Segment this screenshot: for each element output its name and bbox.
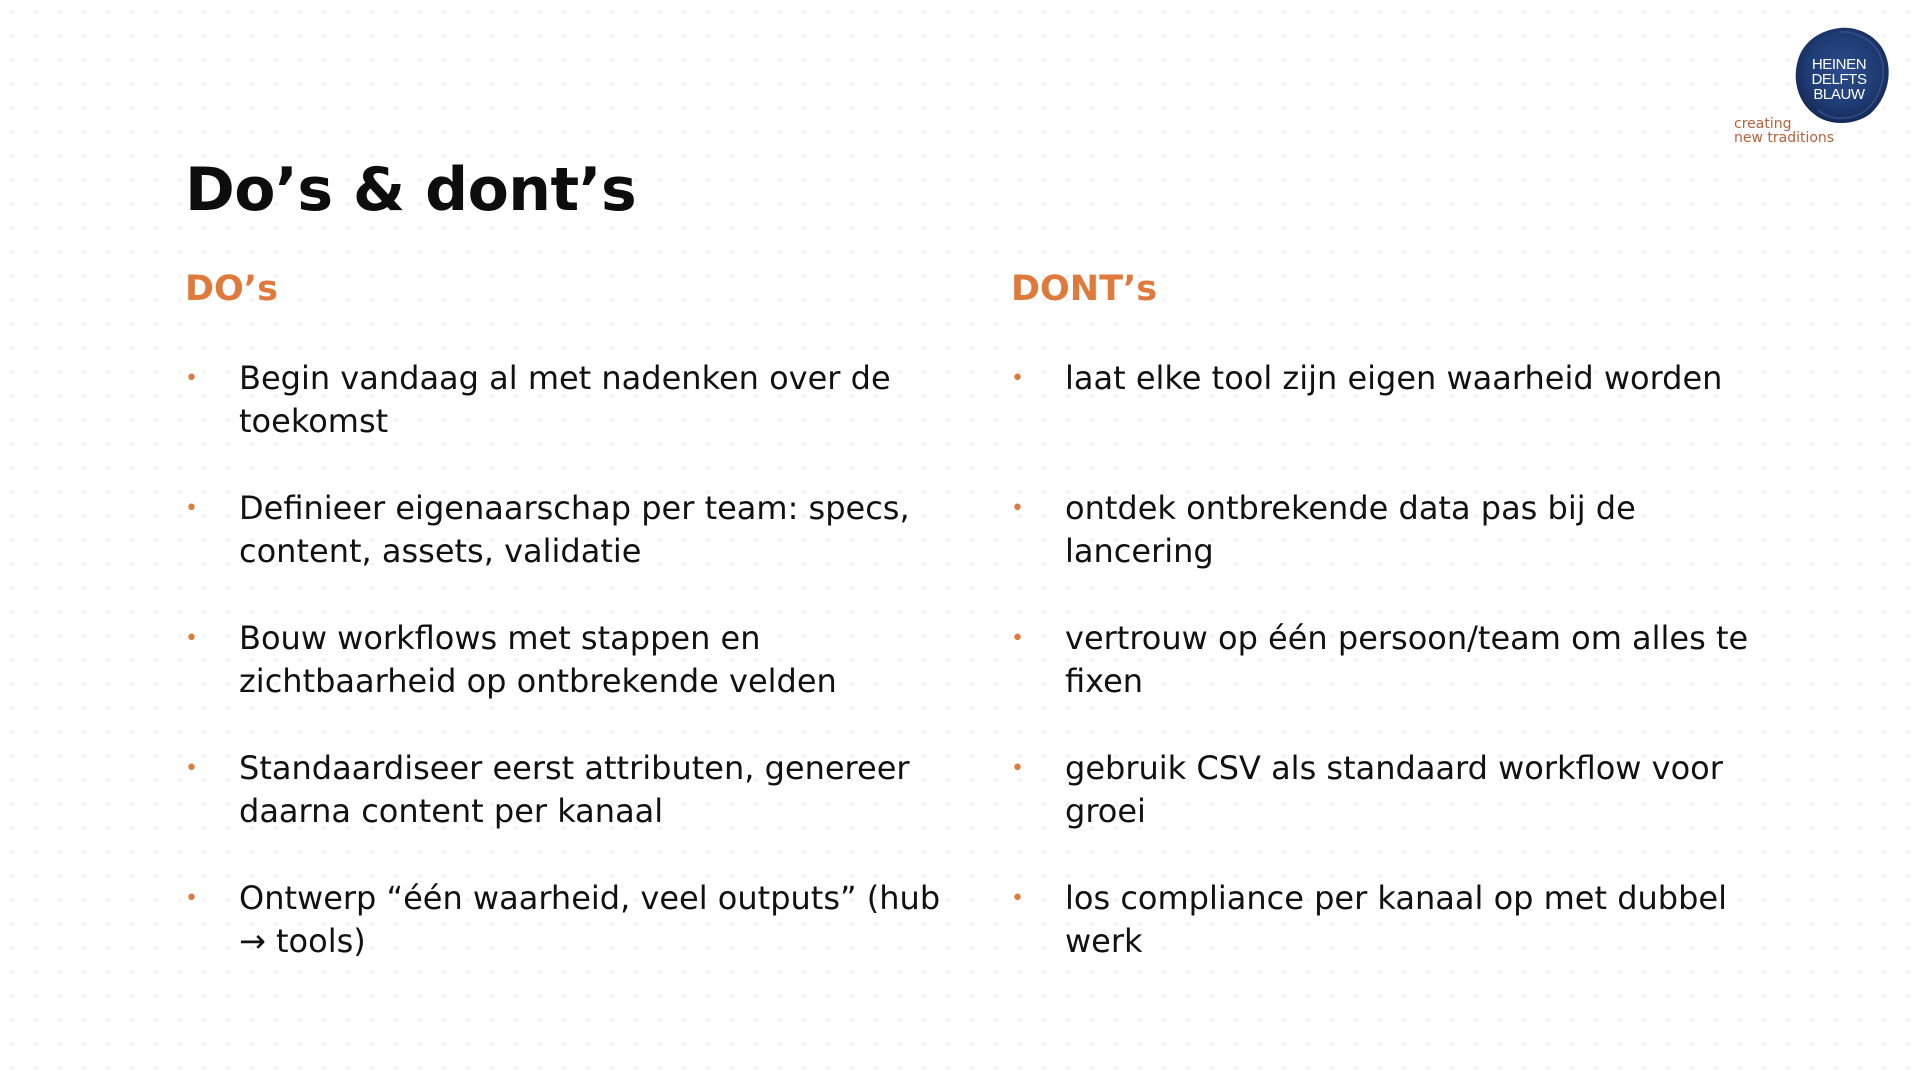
donts-item-text: laat elke tool zijn eigen waarheid worden xyxy=(1065,359,1723,397)
dos-item xyxy=(185,357,945,487)
dos-item-text: Definieer eigenaarschap per team: specs, content, assets, validatie xyxy=(239,489,910,570)
donts-item-text: ontdek ontbrekende data pas bij de lancering xyxy=(1065,489,1636,570)
donts-item-text: los compliance per kanaal op met dubbel werk xyxy=(1065,879,1727,960)
logo-name-line-3: BLAUW xyxy=(1813,86,1865,103)
slide-title: Do’s & dont’s xyxy=(185,155,637,225)
dos-item-text: Ontwerp “één waarheid, veel outputs” (hub → tools) xyxy=(239,879,941,960)
dos-item xyxy=(185,487,945,617)
donts-column xyxy=(1011,265,1771,960)
dos-list xyxy=(185,357,945,1007)
logo-name-line-2: DELFTS xyxy=(1811,71,1867,88)
logo-seal-icon xyxy=(1728,26,1898,126)
bullet-dot-icon: • xyxy=(1011,756,1024,781)
dos-item xyxy=(185,877,945,1007)
bullet-dot-icon: • xyxy=(1011,626,1024,651)
donts-item xyxy=(1011,617,1771,747)
bullet-dot-icon: • xyxy=(185,886,198,911)
donts-heading: DONT’s xyxy=(1011,269,1158,309)
dos-column xyxy=(185,265,945,960)
dos-item xyxy=(185,617,945,747)
donts-list xyxy=(1011,357,1771,1007)
donts-item xyxy=(1011,747,1771,877)
bullet-dot-icon: • xyxy=(185,496,198,521)
donts-item xyxy=(1011,487,1771,617)
bullet-dot-icon: • xyxy=(185,366,198,391)
logo-tagline xyxy=(1734,117,1834,145)
brand-logo xyxy=(1728,26,1898,156)
donts-item-text: gebruik CSV als standaard workflow voor groei xyxy=(1065,749,1723,830)
bullet-dot-icon: • xyxy=(1011,366,1024,391)
bullet-dot-icon: • xyxy=(1011,886,1024,911)
dos-item-text: Begin vandaag al met nadenken over de toekomst xyxy=(239,359,891,440)
donts-item xyxy=(1011,877,1771,1007)
bullet-dot-icon: • xyxy=(185,626,198,651)
dos-item xyxy=(185,747,945,877)
logo-tagline-line-2: new traditions xyxy=(1734,130,1835,146)
dos-item-text: Standaardiseer eerst attributen, genereer daarna content per kanaal xyxy=(239,749,910,830)
dos-heading: DO’s xyxy=(185,269,278,309)
donts-item-text: vertrouw op één persoon/team om alles te fixen xyxy=(1065,619,1749,700)
logo-name-line-1: HEINEN xyxy=(1811,56,1867,73)
donts-item xyxy=(1011,357,1771,487)
bullet-dot-icon: • xyxy=(1011,496,1024,521)
dos-item-text: Bouw workflows met stappen en zichtbaarheid op ontbrekende velden xyxy=(239,619,837,700)
logo-tagline-line-1: creating xyxy=(1734,116,1792,132)
bullet-dot-icon: • xyxy=(185,756,198,781)
